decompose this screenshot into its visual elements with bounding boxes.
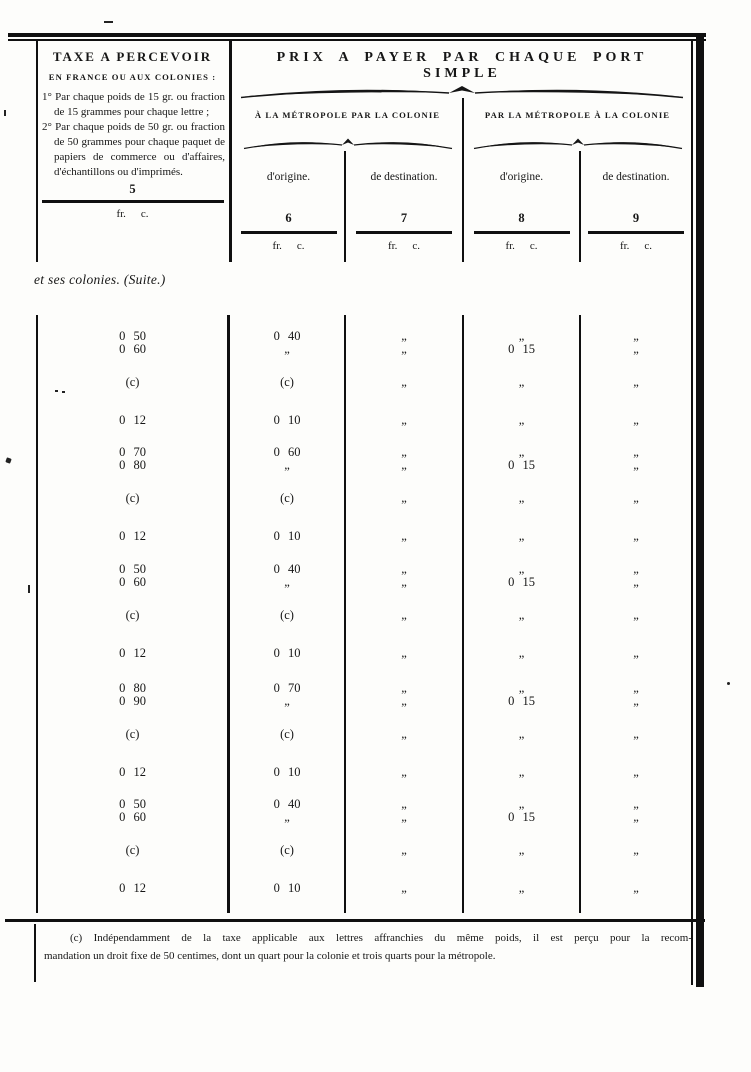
ditto-mark: „ bbox=[518, 529, 525, 543]
tariff-cell bbox=[229, 414, 345, 427]
tariff-cell bbox=[580, 563, 692, 589]
ditto-mark: „ bbox=[518, 646, 525, 660]
unit-francs: fr. bbox=[619, 240, 630, 252]
tariff-cell bbox=[229, 563, 345, 589]
ditto-mark: „ bbox=[518, 375, 525, 389]
packet-tax-row bbox=[36, 647, 692, 660]
tariff-cell bbox=[463, 728, 580, 741]
tariff-cell bbox=[463, 530, 580, 543]
column-5-rule bbox=[42, 200, 224, 203]
table-left-border-footnote bbox=[34, 924, 36, 982]
unit-francs: fr. bbox=[505, 240, 515, 252]
ditto-mark: „ bbox=[633, 458, 639, 472]
ditto-mark: „ bbox=[401, 694, 407, 708]
subcolumn-label-7: de destination. bbox=[370, 171, 438, 183]
column-6-unit bbox=[232, 240, 345, 252]
tariff-cell bbox=[229, 446, 345, 472]
direction-header-row bbox=[232, 110, 692, 120]
tariff-value: 0 15 bbox=[508, 458, 535, 472]
ditto-mark: „ bbox=[518, 491, 525, 505]
ditto-mark: „ bbox=[518, 843, 525, 857]
column-5-unit bbox=[36, 208, 229, 220]
surcharge-note-row bbox=[36, 376, 692, 389]
tax-rules-list bbox=[36, 90, 229, 180]
ditto-mark: „ bbox=[401, 413, 407, 427]
column-number-8: 8 bbox=[518, 211, 525, 225]
tariff-cell bbox=[580, 682, 692, 708]
tariff-cell bbox=[463, 798, 580, 824]
tariff-cell bbox=[36, 766, 229, 779]
tariff-value: 0 40 bbox=[273, 797, 301, 811]
tariff-value: 0 10 bbox=[273, 646, 301, 660]
tariff-cell bbox=[229, 728, 345, 741]
tariff-table-body bbox=[36, 315, 692, 913]
tariff-value: 0 90 bbox=[119, 694, 146, 708]
ditto-mark: „ bbox=[401, 575, 407, 589]
packet-tax-row bbox=[36, 414, 692, 427]
column-8-unit bbox=[463, 240, 580, 252]
ditto-mark: „ bbox=[401, 608, 407, 622]
tariff-value: 0 70 bbox=[273, 681, 301, 695]
ditto-mark: „ bbox=[284, 575, 290, 589]
ditto-mark: „ bbox=[284, 694, 290, 708]
header-left-panel bbox=[36, 40, 229, 262]
column-7-unit bbox=[345, 240, 463, 252]
tariff-pair-row bbox=[36, 330, 692, 356]
tariff-cell bbox=[345, 446, 463, 472]
tariff-pair-row bbox=[36, 563, 692, 589]
tariff-value: 0 60 bbox=[119, 342, 146, 356]
header-brace-large bbox=[239, 84, 685, 102]
column-number-6: 6 bbox=[285, 211, 292, 225]
column-9-rule bbox=[588, 231, 684, 234]
ditto-mark: „ bbox=[401, 529, 407, 543]
tariff-value: 0 12 bbox=[119, 529, 146, 543]
unit-centimes: c. bbox=[644, 240, 653, 252]
ditto-mark: „ bbox=[518, 608, 525, 622]
scan-artifact bbox=[4, 110, 6, 116]
table-right-border-heavy bbox=[696, 33, 704, 987]
tax-rule-1: 1° Par chaque poids de 15 gr. ou fraction de 15 grammes pour chaque lettre ; bbox=[42, 91, 225, 118]
tariff-pair-row bbox=[36, 682, 692, 708]
ditto-mark: „ bbox=[633, 727, 639, 741]
surcharge-note-row bbox=[36, 728, 692, 741]
footnote-ref: (c) bbox=[125, 608, 140, 622]
ditto-mark: „ bbox=[401, 797, 407, 811]
tariff-value: 0 40 bbox=[273, 562, 301, 576]
ditto-mark: „ bbox=[401, 881, 407, 895]
tariff-cell bbox=[36, 563, 229, 589]
footnote-ref: (c) bbox=[125, 843, 140, 857]
tariff-value: 0 10 bbox=[273, 529, 301, 543]
ditto-mark: „ bbox=[284, 458, 290, 472]
tariff-cell bbox=[229, 882, 345, 895]
tariff-cell bbox=[580, 766, 692, 779]
scan-artifact bbox=[5, 457, 11, 463]
ditto-mark: „ bbox=[401, 765, 407, 779]
ditto-mark: „ bbox=[633, 329, 639, 343]
tariff-value: 0 50 bbox=[119, 797, 146, 811]
direction-header-to-colonie: PAR LA MÉTROPOLE À LA COLONIE bbox=[484, 110, 671, 120]
ditto-mark: „ bbox=[518, 329, 525, 343]
tariff-value: 0 70 bbox=[119, 445, 146, 459]
main-title: PRIX A PAYER PAR CHAQUE PORT SIMPLE bbox=[276, 50, 648, 81]
ditto-mark: „ bbox=[633, 881, 639, 895]
column-rule-row bbox=[232, 231, 692, 234]
ditto-mark: „ bbox=[401, 681, 407, 695]
footnote-ref: (c) bbox=[280, 727, 294, 741]
tariff-cell bbox=[463, 376, 580, 389]
tariff-cell bbox=[345, 492, 463, 505]
ditto-mark: „ bbox=[518, 681, 525, 695]
footnote-ref: (c) bbox=[280, 843, 294, 857]
header-right-panel bbox=[232, 40, 692, 262]
tariff-cell bbox=[580, 330, 692, 356]
tariff-value: 0 10 bbox=[273, 881, 301, 895]
header-brace-small-right bbox=[472, 137, 684, 152]
tariff-value: 0 12 bbox=[119, 646, 146, 660]
ditto-mark: „ bbox=[401, 491, 407, 505]
tariff-cell bbox=[580, 492, 692, 505]
tariff-cell bbox=[229, 766, 345, 779]
ditto-mark: „ bbox=[518, 765, 525, 779]
tariff-value: 0 12 bbox=[119, 413, 146, 427]
ditto-mark: „ bbox=[633, 765, 639, 779]
tariff-cell bbox=[345, 376, 463, 389]
tariff-cell bbox=[463, 330, 580, 356]
unit-francs: fr. bbox=[387, 240, 398, 252]
tariff-cell bbox=[580, 609, 692, 622]
tariff-cell bbox=[580, 882, 692, 895]
tariff-value: 0 80 bbox=[119, 458, 146, 472]
tariff-cell bbox=[229, 492, 345, 505]
tariff-cell bbox=[36, 882, 229, 895]
ditto-mark: „ bbox=[633, 342, 639, 356]
scan-artifact bbox=[28, 585, 30, 593]
ditto-mark: „ bbox=[633, 608, 639, 622]
table-bottom-rule bbox=[5, 919, 705, 922]
ditto-mark: „ bbox=[401, 646, 407, 660]
tariff-cell bbox=[229, 844, 345, 857]
tariff-cell bbox=[345, 414, 463, 427]
column-number-9: 9 bbox=[632, 211, 640, 225]
ditto-mark: „ bbox=[633, 562, 639, 576]
direction-header-to-metropole: À LA MÉTROPOLE PAR LA COLONIE bbox=[254, 110, 441, 120]
tariff-cell bbox=[229, 330, 345, 356]
tariff-cell bbox=[580, 844, 692, 857]
tariff-value: 0 50 bbox=[119, 562, 146, 576]
column-6-rule bbox=[241, 231, 337, 234]
tariff-cell bbox=[229, 376, 345, 389]
ditto-mark: „ bbox=[518, 727, 525, 741]
ditto-mark: „ bbox=[518, 445, 525, 459]
tariff-pair-row bbox=[36, 798, 692, 824]
tariff-cell bbox=[463, 882, 580, 895]
tariff-cell bbox=[345, 766, 463, 779]
tariff-cell bbox=[36, 446, 229, 472]
ditto-mark: „ bbox=[633, 575, 639, 589]
tariff-value: 0 12 bbox=[119, 881, 146, 895]
tariff-cell bbox=[345, 563, 463, 589]
ditto-mark: „ bbox=[633, 529, 639, 543]
tariff-value: 0 60 bbox=[119, 575, 146, 589]
tariff-value: 0 15 bbox=[508, 342, 535, 356]
column-8-rule bbox=[474, 231, 570, 234]
ditto-mark: „ bbox=[284, 810, 290, 824]
subcolumn-label-row bbox=[232, 171, 692, 183]
tariff-cell bbox=[36, 609, 229, 622]
tariff-cell bbox=[36, 798, 229, 824]
ditto-mark: „ bbox=[284, 342, 290, 356]
unit-centimes: c. bbox=[140, 207, 149, 220]
column-number-row bbox=[232, 211, 692, 226]
tariff-cell bbox=[36, 414, 229, 427]
tariff-cell bbox=[463, 609, 580, 622]
ditto-mark: „ bbox=[633, 491, 639, 505]
tariff-value: 0 15 bbox=[508, 694, 535, 708]
table-top-border-heavy bbox=[8, 33, 706, 37]
scan-artifact bbox=[104, 21, 113, 23]
subcolumn-label-8: d'origine. bbox=[499, 171, 544, 183]
tariff-cell bbox=[36, 844, 229, 857]
ditto-mark: „ bbox=[633, 797, 639, 811]
unit-centimes: c. bbox=[529, 240, 538, 252]
packet-tax-row bbox=[36, 882, 692, 895]
tariff-pair-row bbox=[36, 446, 692, 472]
tariff-cell bbox=[580, 414, 692, 427]
column-9-unit bbox=[580, 240, 692, 252]
column-unit-row bbox=[232, 240, 692, 252]
ditto-mark: „ bbox=[401, 375, 407, 389]
tariff-cell bbox=[229, 647, 345, 660]
ditto-mark: „ bbox=[401, 445, 407, 459]
surcharge-note-row bbox=[36, 609, 692, 622]
footnote-ref: (c) bbox=[125, 375, 140, 389]
tariff-value: 0 15 bbox=[508, 575, 535, 589]
tariff-value: 0 12 bbox=[119, 765, 146, 779]
tariff-cell bbox=[463, 563, 580, 589]
packet-tax-row bbox=[36, 530, 692, 543]
scan-artifact bbox=[62, 391, 65, 393]
left-panel-title: TAXE A PERCEVOIR bbox=[52, 49, 213, 64]
tariff-value: 0 60 bbox=[273, 445, 301, 459]
tariff-cell bbox=[345, 530, 463, 543]
packet-tax-row bbox=[36, 766, 692, 779]
ditto-mark: „ bbox=[633, 646, 639, 660]
subcolumn-label-6: d'origine. bbox=[266, 171, 311, 183]
ditto-mark: „ bbox=[518, 881, 525, 895]
footnote-ref: (c) bbox=[280, 491, 294, 505]
footnote-ref: (c) bbox=[125, 727, 140, 741]
tariff-value: 0 60 bbox=[119, 810, 146, 824]
ditto-mark: „ bbox=[633, 413, 639, 427]
tariff-cell bbox=[580, 647, 692, 660]
tariff-cell bbox=[345, 682, 463, 708]
footnote-ref: (c) bbox=[280, 375, 294, 389]
left-panel-subtitle: EN FRANCE OU AUX COLONIES : bbox=[48, 72, 217, 82]
ditto-mark: „ bbox=[633, 445, 639, 459]
unit-centimes: c. bbox=[412, 240, 421, 252]
tariff-cell bbox=[36, 728, 229, 741]
tariff-value: 0 40 bbox=[273, 329, 301, 343]
scan-artifact bbox=[55, 390, 58, 392]
unit-centimes: c. bbox=[296, 240, 305, 252]
tariff-cell bbox=[345, 647, 463, 660]
tariff-cell bbox=[580, 446, 692, 472]
ditto-mark: „ bbox=[633, 375, 639, 389]
tariff-cell bbox=[463, 682, 580, 708]
ditto-mark: „ bbox=[518, 413, 525, 427]
footnote-line-1: (c) Indépendamment de la taxe applicable aux lettres affranchies du même poids, il est perçu pour la recom- bbox=[70, 932, 692, 944]
ditto-mark: „ bbox=[401, 329, 407, 343]
ditto-mark: „ bbox=[633, 810, 639, 824]
scan-artifact bbox=[727, 682, 730, 685]
subcolumn-label-9: de destination. bbox=[602, 171, 670, 183]
tariff-cell bbox=[463, 492, 580, 505]
surcharge-note-row bbox=[36, 492, 692, 505]
ditto-mark: „ bbox=[633, 681, 639, 695]
tariff-cell bbox=[463, 414, 580, 427]
tariff-cell bbox=[580, 798, 692, 824]
tariff-cell bbox=[345, 882, 463, 895]
ditto-mark: „ bbox=[518, 797, 525, 811]
column-number-7: 7 bbox=[400, 211, 408, 225]
footnote-ref: (c) bbox=[280, 608, 294, 622]
tariff-cell bbox=[345, 728, 463, 741]
footnote-ref: (c) bbox=[125, 491, 140, 505]
tariff-cell bbox=[36, 530, 229, 543]
tariff-cell bbox=[463, 446, 580, 472]
tariff-value: 0 15 bbox=[508, 810, 535, 824]
tariff-cell bbox=[463, 647, 580, 660]
surcharge-note-row bbox=[36, 844, 692, 857]
tariff-cell bbox=[36, 330, 229, 356]
tariff-cell bbox=[229, 682, 345, 708]
tariff-cell bbox=[580, 728, 692, 741]
tariff-cell bbox=[36, 376, 229, 389]
ditto-mark: „ bbox=[401, 458, 407, 472]
tariff-cell bbox=[229, 798, 345, 824]
column-number-5: 5 bbox=[129, 182, 136, 196]
tariff-cell bbox=[36, 647, 229, 660]
ditto-mark: „ bbox=[401, 562, 407, 576]
tariff-value: 0 10 bbox=[273, 765, 301, 779]
tariff-cell bbox=[463, 844, 580, 857]
ditto-mark: „ bbox=[401, 727, 407, 741]
column-7-rule bbox=[356, 231, 452, 234]
ditto-mark: „ bbox=[401, 810, 407, 824]
tariff-cell bbox=[345, 844, 463, 857]
tariff-cell bbox=[229, 530, 345, 543]
tariff-cell bbox=[580, 376, 692, 389]
tariff-cell bbox=[463, 766, 580, 779]
ditto-mark: „ bbox=[401, 342, 407, 356]
tariff-value: 0 80 bbox=[119, 681, 146, 695]
tariff-cell bbox=[580, 530, 692, 543]
ditto-mark: „ bbox=[633, 694, 639, 708]
ditto-mark: „ bbox=[401, 843, 407, 857]
ditto-mark: „ bbox=[518, 562, 525, 576]
unit-francs: fr. bbox=[116, 207, 126, 220]
footnote-line-2: mandation un droit fixe de 50 centimes, dont un quart pour la colonie et trois quarts pour la métropole. bbox=[44, 949, 496, 962]
ditto-mark: „ bbox=[633, 843, 639, 857]
tariff-cell bbox=[345, 798, 463, 824]
section-continuation-label: et ses colonies. (Suite.) bbox=[34, 272, 166, 287]
tariff-value: 0 10 bbox=[273, 413, 301, 427]
header-brace-small-left bbox=[242, 137, 454, 152]
tariff-value: 0 50 bbox=[119, 329, 146, 343]
tariff-cell bbox=[36, 682, 229, 708]
tariff-cell bbox=[36, 492, 229, 505]
tax-rule-2: 2° Par chaque poids de 50 gr. ou fraction de 50 grammes pour chaque paquet de papiers de commerce ou d'affaires, d'échantillons ou d'imprimés. bbox=[42, 121, 225, 178]
unit-francs: fr. bbox=[272, 240, 282, 252]
tariff-cell bbox=[345, 330, 463, 356]
tariff-cell bbox=[229, 609, 345, 622]
table-footnote bbox=[44, 930, 692, 965]
tariff-cell bbox=[345, 609, 463, 622]
